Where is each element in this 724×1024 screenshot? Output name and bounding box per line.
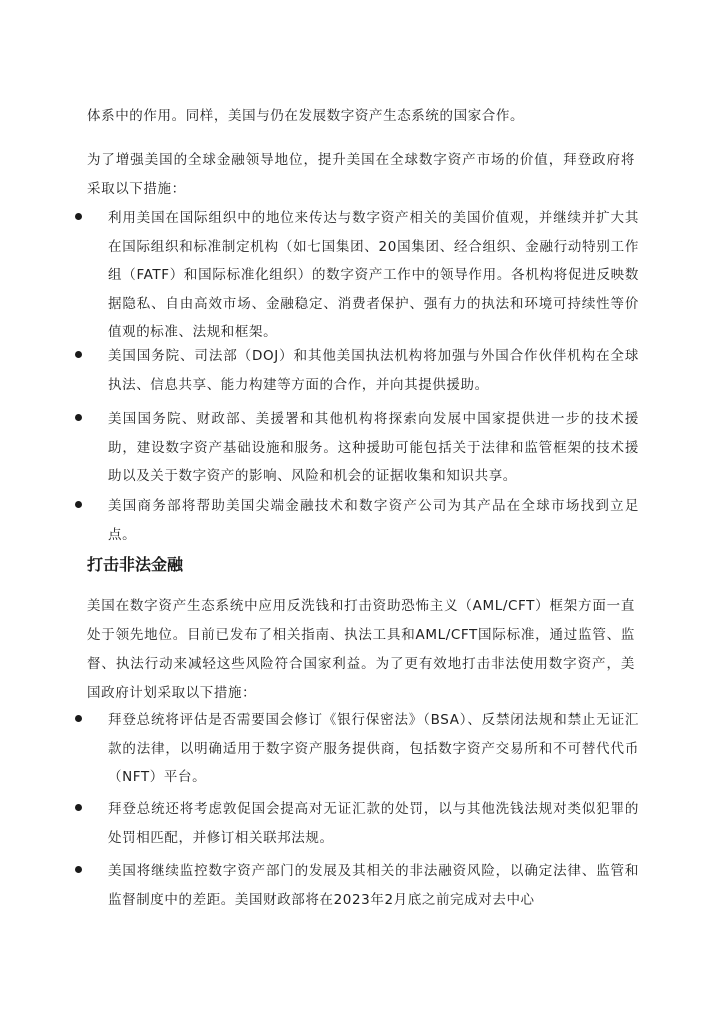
section-heading: 打击非法金融 xyxy=(87,555,184,574)
bullet-icon xyxy=(75,866,82,873)
bullet-icon xyxy=(75,351,82,358)
bullet-icon xyxy=(75,414,82,421)
list-item-text: 美国将继续监控数字资产部门的发展及其相关的非法融资风险，以确定法律、监管和监督制度中的差距。美国财政部将在2023年2月底之前完成对去中心 xyxy=(108,863,639,908)
list-item-text: 拜登总统将评估是否需要国会修订《银行保密法》（BSA）、反禁闭法规和禁止无证汇款的法律，以明确适用于数字资产服务提供商，包括数字资产交易所和不可替代代币（NFT）平台。 xyxy=(108,712,639,785)
bullet-icon xyxy=(75,804,82,811)
list-item-text: 美国国务院、司法部（DOJ）和其他美国执法机构将加强与外国合作伙伴机构在全球执法、信息共享、能力构建等方面的合作，并向其提供援助。 xyxy=(108,348,639,393)
paragraph-continuation: 体系中的作用。同样，美国与仍在发展数字资产生态系统的国家合作。 xyxy=(87,108,525,124)
bullet-icon xyxy=(75,213,82,220)
list-item-text: 美国商务部将帮助美国尖端金融技术和数字资产公司为其产品在全球市场找到立足点。 xyxy=(108,498,639,543)
list-item-text: 美国国务院、财政部、美援署和其他机构将探索向发展中国家提供进一步的技术援助，建设数字资产基础设施和服务。这种援助可能包括关于法律和监管框架的技术援助以及关于数字资产的影响、风险和机会的证据收集和知识共享。 xyxy=(108,411,639,484)
bullet-icon xyxy=(75,501,82,508)
list-item-text: 利用美国在国际组织中的地位来传达与数字资产相关的美国价值观，并继续并扩大其在国际组织和标准制定机构（如七国集团、20国集团、经合组织、金融行动特别工作组（FATF）和国际标准化组织）的数字资产工作中的领导作用。各机构将促进反映数据隐私、自由高效市场、金融稳定、消费者保护、强有力的执法和环境可持续性等价值观的标准、法规和框架。 xyxy=(108,210,639,340)
paragraph-aml-cft: 美国在数字资产生态系统中应用反洗钱和打击资助恐怖主义（AML/CFT）框架方面一直处于领先地位。目前已发布了相关指南、执法工具和AML/CFT国际标准，通过监管、监督、执法行动来减轻这些风险符合国家利益。为了更有效地打击非法使用数字资产，美国政府计划采取以下措施： xyxy=(87,598,635,701)
paragraph-measures-intro: 为了增强美国的全球金融领导地位，提升美国在全球数字资产市场的价值，拜登政府将采取以下措施： xyxy=(87,152,635,197)
bullet-icon xyxy=(75,715,82,722)
list-item-text: 拜登总统还将考虑敦促国会提高对无证汇款的处罚，以与其他洗钱法规对类似犯罪的处罚相匹配，并修订相关联邦法规。 xyxy=(108,801,639,846)
